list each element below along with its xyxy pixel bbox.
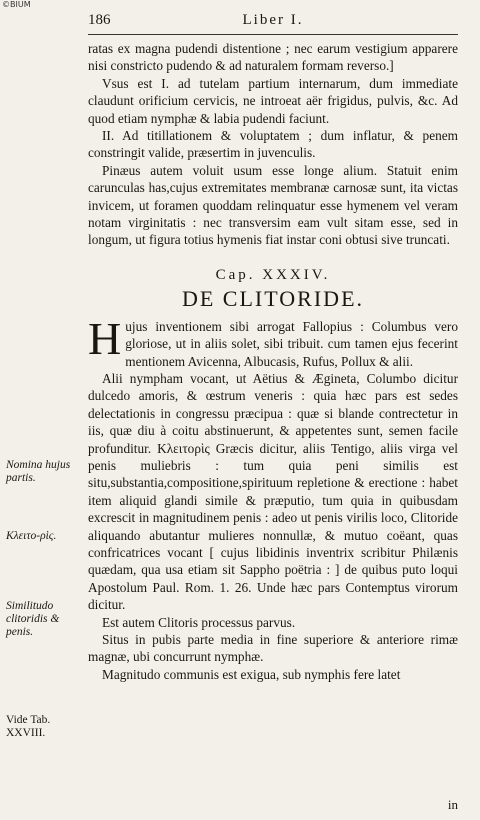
paragraph-text: ujus inventionem sibi arrogat Fallopius : Columbus vero gloriose, ut in aliis solet, sibi tribuit. cum tamen ejus fecerint mentionem Avicenna, Albucasis, Rufus, Pollux & alii. (125, 318, 458, 369)
paragraph: Vsus est I. ad tutelam partium internarum, dum immediate claudunt orificium cervicis, ne introeat aër frigidus, pulvis, &c. Ad quod etiam nymphæ & labia pudendi faciunt. (88, 75, 458, 126)
margin-note: Vide Tab. XXVIII. (6, 714, 51, 739)
paragraph: Alii nympham vocant, ut Aëtius & Ægineta, Columbo dicitur dulcedo amoris, & œstrum veneris : quia hæc pars est sedes delectationis in congressu præcipua : quæ si blande contrectetur in iis, quæ diu à coitu abstinuerunt, & appetentes sunt, semen facile profunditur. Κλειτορὶς Græcis dicitur, aliis Tentigo, aliis virga vel penis muliebris : tum quia peni similis est situ,substantia,compositione,spirituum repletione & erectione : habet item aliquid glandi simile & præputio, tum quia in quibusdam excrescit in magnitudinem penis : adeo ut penis virilis loco, Clitoride aliquando abutantur mulieres nonnullæ, & mutuo coëant, quas confricatrices vocant [ cujus libidinis inventrix scribitur Philænis quædam, qua usa etiam sit Sappho poëtria : ] de quibus puto loqui Apostolum Paul. Rom. 1. 26. Unde hæc pars Contemptus virorum dicitur. (88, 370, 458, 613)
paragraph (88, 312, 458, 370)
paragraph: II. Ad titillationem & voluptatem ; dum inflatur, & penem constringit valide, præsertim in juvenculis. (88, 128, 458, 161)
page-header (88, 12, 458, 34)
watermark: ©BIUM (2, 0, 31, 9)
margin-note: Nomina hujus partis. (6, 459, 71, 484)
margin-note: Similitudo clitoridis & penis. (6, 600, 60, 638)
paragraph: Pinæus autem voluit usum esse longe alium. Statuit enim carunculas has,cujus extremitates membranæ carnosæ sunt, ita victas invicem, ut foramen quoddam relinquatur esse hymenem vel veram notam virginitatis : nec transversim eam vult sitam esse, sed in longum, ut figura totius hymenis fiat instar coni obtusi sive truncati. (88, 162, 458, 248)
running-title: Liber I. (242, 12, 304, 28)
paragraph: ratas ex magna pudendi distentione ; nec earum vestigium apparere nisi constricto pudendo & ad naturalem formam reverso.] (88, 41, 458, 74)
text-body (88, 40, 458, 683)
paragraph: Magnitudo communis est exigua, sub nymphis fere latet (102, 666, 401, 682)
paragraph: Situs in pubis parte media in fine superiore & anteriore rimæ magnæ, ubi concurrunt nymphæ. (88, 632, 458, 665)
header-rule (88, 34, 458, 35)
page-number: 186 (88, 12, 111, 28)
paragraph: Est autem Clitoris processus parvus. (102, 614, 296, 630)
drop-cap: H (88, 312, 122, 364)
margin-note: Κλειτο-ρὶς. (6, 530, 57, 542)
chapter-number: Cap. XXXIV. (215, 266, 331, 283)
catchword: in (447, 797, 458, 812)
chapter-title: DE CLITORIDE. (181, 286, 365, 312)
